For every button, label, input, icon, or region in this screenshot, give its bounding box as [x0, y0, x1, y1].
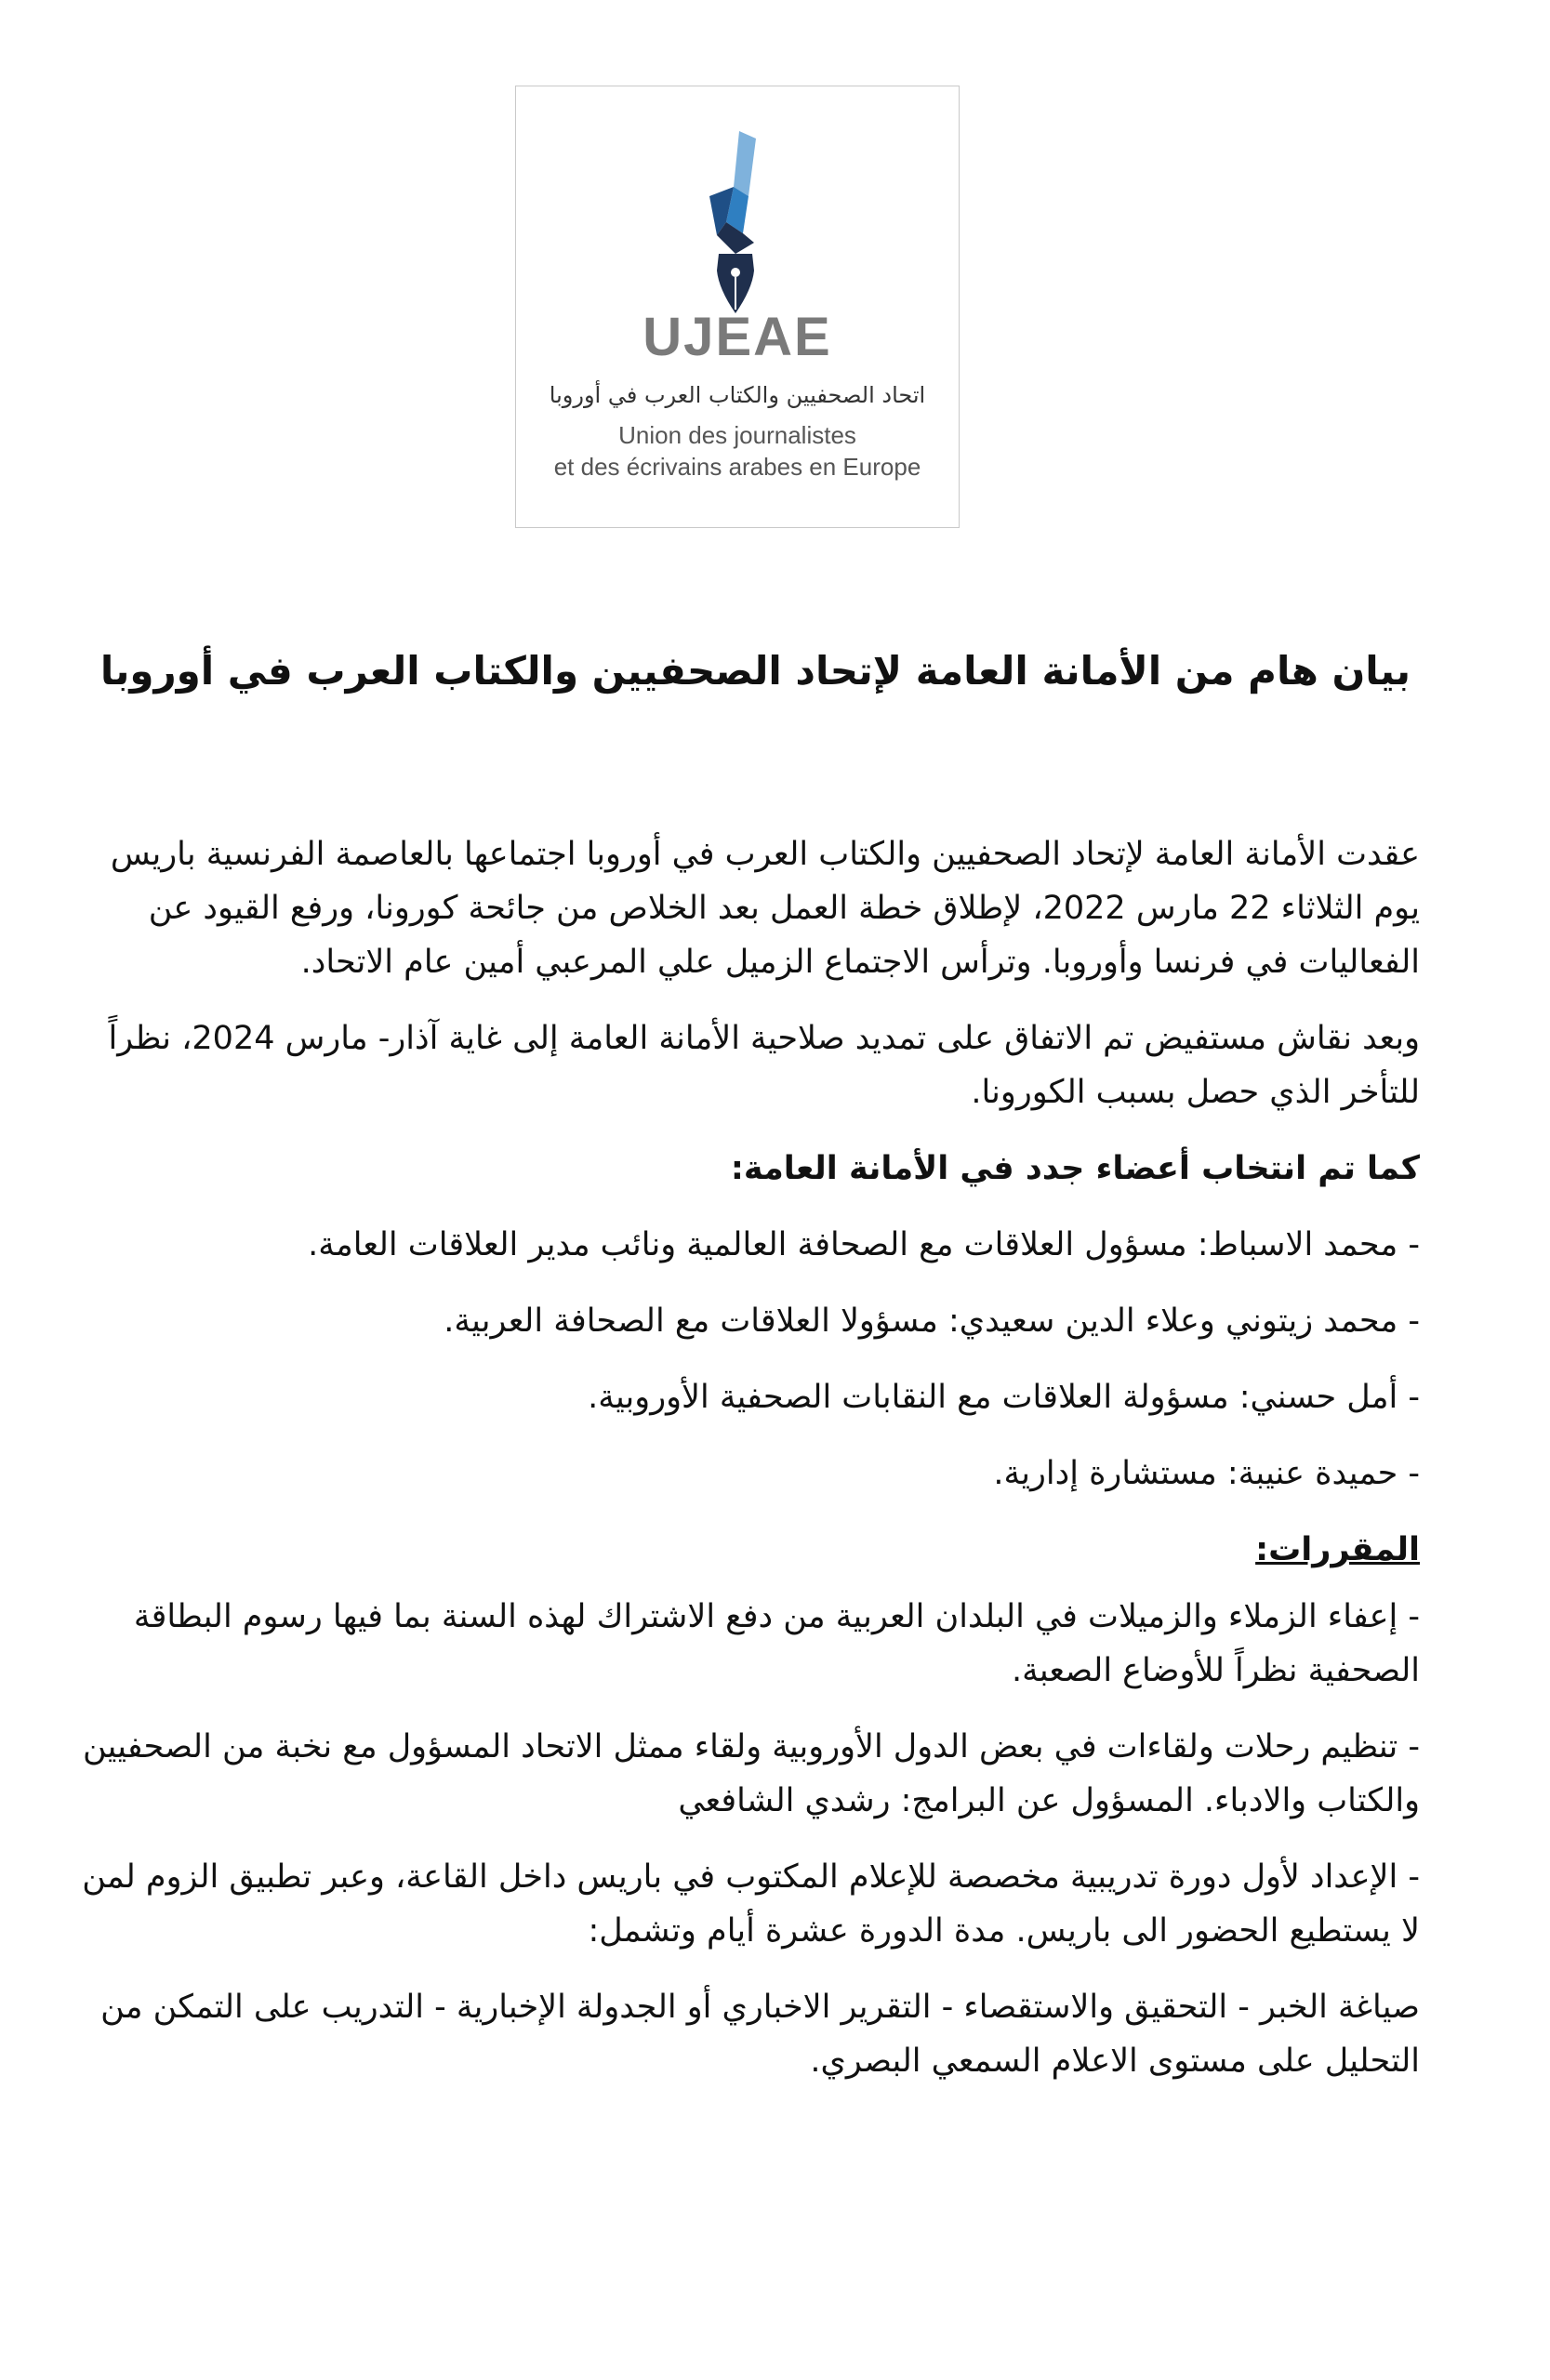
training-topics: صياغة الخبر - التحقيق والاستقصاء - التقرير الاخباري أو الجدولة الإخبارية - التدريب على التمكن من التحليل على مستوى الاعلام السمعي البصري. — [100, 1989, 1420, 2080]
members-heading: كما تم انتخاب أعضاء جدد في الأمانة العامة: — [730, 1150, 1420, 1187]
document-title: بيان هام من الأمانة العامة لإتحاد الصحفيين والكتاب العرب في أوروبا — [99, 648, 1411, 694]
decision-item: - إعفاء الزملاء والزميلات في البلدان العربية من دفع الاشتراك لهذه السنة بما فيها رسوم البطاقة الصحفية نظراً للأوضاع الصعبة. — [133, 1598, 1420, 1689]
extension-paragraph: وبعد نقاش مستفيض تم الاتفاق على تمديد صلاحية الأمانة العامة إلى غاية آذار- مارس 2024، نظراً للتأخر الذي حصل بسبب الكورونا. — [108, 1020, 1420, 1111]
decision-item: - تنظيم رحلات ولقاءات في بعض الدول الأوروبية ولقاء ممثل الاتحاد المسؤول مع نخبة من الصحفيين والكتاب والادباء. المسؤول عن البرامج: رشدي الشافعي — [83, 1728, 1420, 1819]
brand-french-line-2: et des écrivains arabes en Europe — [553, 453, 921, 481]
fountain-pen-nib-icon — [698, 131, 773, 313]
member-item: - أمل حسني: مسؤولة العلاقات مع النقابات الصحفية الأوروبية. — [588, 1379, 1420, 1416]
decisions-heading: المقررات: — [1255, 1531, 1420, 1568]
member-item: - محمد الاسباط: مسؤول العلاقات مع الصحافة العالمية ونائب مدير العلاقات العامة. — [308, 1226, 1420, 1263]
member-item: - حميدة عنيبة: مستشارة إدارية. — [993, 1455, 1420, 1492]
intro-paragraph: عقدت الأمانة العامة لإتحاد الصحفيين والكتاب العرب في أوروبا اجتماعها بالعاصمة الفرنسية باريس يوم الثلاثاء 22 مارس 2022، لإطلاق خطة العمل بعد الخلاص من جائحة كورونا، ورفع القيود عن الفعاليات في فرنسا وأوروبا. وترأس الاجتماع الزميل علي المرعبي أمين عام الاتحاد. — [110, 836, 1420, 981]
member-item: - محمد زيتوني وعلاء الدين سعيدي: مسؤولا العلاقات مع الصحافة العربية. — [444, 1302, 1420, 1340]
brand-arabic-name: اتحاد الصحفيين والكتاب العرب في أوروبا — [549, 382, 926, 408]
brand-french-line-1: Union des journalistes — [618, 421, 856, 449]
union-logo — [515, 86, 960, 528]
decision-item: - الإعداد لأول دورة تدريبية مخصصة للإعلام المكتوب في باريس داخل القاعة، وعبر تطبيق الزوم لمن لا يستطيع الحضور الى باريس. مدة الدورة عشرة أيام وتشمل: — [82, 1858, 1420, 1950]
brand-acronym: UJEAE — [643, 307, 832, 367]
document-body — [62, 827, 1420, 2110]
